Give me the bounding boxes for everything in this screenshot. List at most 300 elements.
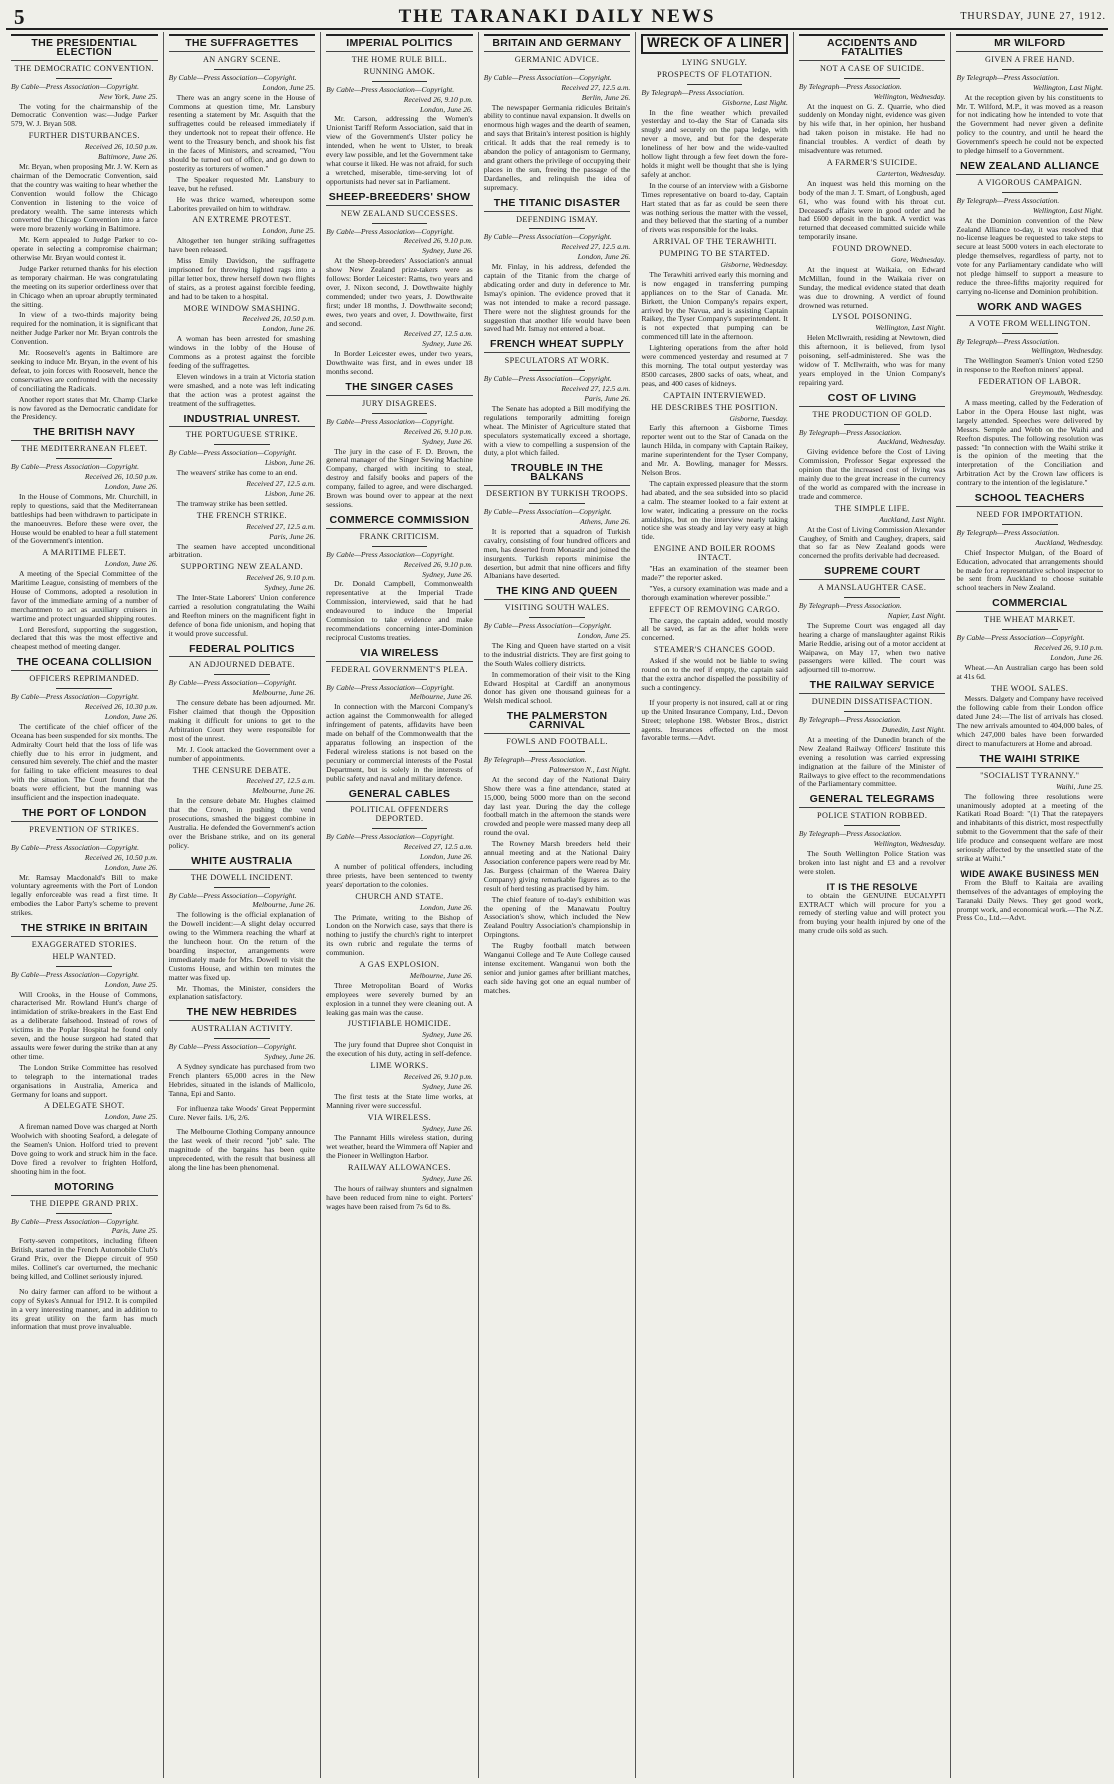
byline: By Cable—Press Association—Copyright. bbox=[168, 72, 297, 82]
dateline: Wellington, Wednesday. bbox=[1031, 346, 1104, 356]
dateline: Gisborne, Tuesday. bbox=[729, 413, 788, 423]
section-heading: MR WILFORD bbox=[956, 34, 1103, 52]
section-rule bbox=[56, 1213, 112, 1214]
dateline: Lisbon, June 26. bbox=[264, 458, 316, 468]
article-paragraph: The Supreme Court was engaged all day hearing a charge of manslaughter against Rikis Marie Reddie, arising out of a motor accident at Waipawa, on May 17, when two native passengers were killed. The court was adjourned till to-morrow. bbox=[798, 620, 946, 675]
advertisement bbox=[956, 870, 1103, 923]
article-paragraph: Eleven windows in a train at Victoria station were smashed, and a note was left indicating that the action was a protest against the treatment of the suffragettes. bbox=[168, 371, 316, 408]
article-paragraph: Wheat.—An Australian cargo has been sold at 41s 6d. bbox=[956, 662, 1104, 681]
article-paragraph: A fireman named Dove was charged at North Woolwich with shooting Seaford, a delegate of the Seamen's Union. Holford tried to prevent Dove going to work and struck him in the face. Dove fired a revolver to frighten Holford, shooting him in the foot. bbox=[11, 1122, 158, 1176]
subheading: NOT A CASE OF SUICIDE. bbox=[819, 63, 925, 73]
section-rule bbox=[56, 966, 112, 967]
article-paragraph: The voting for the chairmanship of the Democratic Convention was:—Judge Parker 579, W. J. Bryan 508. bbox=[11, 101, 158, 129]
dateline: Waihi, June 25. bbox=[1056, 781, 1104, 791]
subheading: THE HOME RULE BILL. bbox=[351, 54, 448, 64]
section-rule bbox=[1002, 333, 1058, 334]
section-heading: MOTORING bbox=[11, 1183, 158, 1196]
article-paragraph: At the inquest at Waikaia, on Edward McMillan, found in the Waikaia river on Sunday, the medical evidence stated that death was due to drowning. A verdict of found drowned was returned. bbox=[798, 264, 946, 310]
byline: By Cable—Press Association—Copyright. bbox=[11, 81, 140, 91]
article-paragraph: The Primate, writing to the Bishop of London on the Norwich case, says that there is nothing to justify the church's right to interpret its own rubric and regulate the terms of communion. bbox=[326, 912, 473, 958]
byline: By Cable—Press Association—Copyright. bbox=[483, 507, 612, 517]
article-paragraph: The hours of railway shunters and signalmen have been reduced from nine to eight. Porters' wages have been raised from 7s 6d to 8s. bbox=[326, 1183, 473, 1211]
article-paragraph: Mr. Kern appealed to Judge Parker to co-operate in selecting a compromise chairman; otherwise Mr. Bryan would contest it. bbox=[11, 235, 158, 263]
section-heading: INDUSTRIAL UNREST. bbox=[169, 415, 316, 428]
article-paragraph: Mr. Roosevelt's agents in Baltimore are seeking to induce Mr. Bryan, in the event of his defeat, to join forces with Roosevelt, hence the conservatives are confronted with the necessity of conciliating the Radicals. bbox=[11, 348, 158, 393]
article-paragraph: The Rugby football match between Wanganui College and Te Aute College caused intense excitement. Wanganui won both the senior and junior games after brilliant matches, each side having got one an equal number of matches. bbox=[483, 941, 631, 995]
article-paragraph: Mr. Thomas, the Minister, considers the explanation satisfactory. bbox=[168, 983, 316, 1002]
byline: By Cable—Press Association—Copyright. bbox=[168, 448, 297, 458]
article-paragraph: At a meeting of the Dunedin branch of the New Zealand Railway Officers' Institute this evening a resolution was carried expressing indignation at the failure of the Minister of Railways to give effect to the recommendations of the Parliamentary committee. bbox=[798, 734, 946, 789]
section-rule bbox=[56, 78, 112, 79]
byline: By Telegraph—Press Association. bbox=[798, 829, 902, 839]
dateline: Sydney, June 26. bbox=[422, 1030, 473, 1040]
advertisement bbox=[11, 1288, 158, 1333]
advertisement-text: From the Bluff to Kaitaia are availing themselves of the advantages of employing the Taranaki Daily News. They get good work, prompt work, and economical work.—The N.Z. Press Co., Ltd.—Advt. bbox=[956, 877, 1104, 923]
section-heading: THE STRIKE IN BRITAIN bbox=[11, 924, 158, 937]
dateline: Sydney, June 26. bbox=[422, 1174, 473, 1184]
byline: By Telegraph—Press Association. bbox=[798, 601, 902, 611]
subheading: FRANK CRITICISM. bbox=[359, 531, 440, 541]
byline: By Telegraph—Press Association. bbox=[483, 755, 587, 764]
dateline: Auckland, Wednesday. bbox=[877, 437, 946, 447]
dateline: Greymouth, Wednesday. bbox=[1030, 388, 1104, 398]
article-paragraph: There was an angry scene in the House of Commons at question time, Mr. Lansbury resenting a statement by Mr. Asquith that the suffragettes could be released immediately if they undertook not to repeat their offence. He went to the Treasury bench, and shook his fist in the faces of Ministers, and screamed, "You should be turned out of office, and go down to posterity as torturers of women." bbox=[168, 92, 316, 173]
byline: By Telegraph—Press Association. bbox=[956, 195, 1060, 205]
subheading: RAILWAY ALLOWANCES. bbox=[348, 1163, 451, 1173]
article-paragraph: Another report states that Mr. Champ Clarke is now favored as the Democratic candidate for the Presidency. bbox=[11, 394, 158, 422]
section-rule bbox=[844, 825, 900, 826]
section-heading: BRITAIN AND GERMANY bbox=[484, 34, 631, 52]
article-paragraph: At the Cost of Living Commission Alexander Caughey, of Smith and Caughey, drapers, said that so far as New Zealand goods were concerned the profits derivable had decreased. bbox=[798, 524, 946, 561]
page-number: 5 bbox=[14, 5, 25, 29]
dateline: London, June 26. bbox=[104, 862, 158, 872]
dateline: London, June 26. bbox=[104, 711, 158, 721]
dateline: Sydney, June 26. bbox=[422, 569, 473, 579]
section-rule bbox=[844, 597, 900, 598]
dateline: Athens, June 26. bbox=[580, 516, 631, 526]
article-paragraph: The captain expressed pleasure that the storm had abated, and the sea subsided into so placid a calm. The steamer looked to a fair extent at low water, indicating a pressure on the rocks amidships, but on the interview nearly taking notice she was steady and lay very easy at high tide. bbox=[641, 478, 788, 542]
subheading: LIME WORKS. bbox=[370, 1061, 429, 1071]
dateline: Received 26, 9.10 p.m. bbox=[1034, 642, 1104, 652]
subheading: THE DOWELL INCIDENT. bbox=[190, 872, 294, 882]
section-rule bbox=[372, 679, 428, 680]
article-paragraph: Altogether ten hunger striking suffragettes have been released. bbox=[168, 236, 316, 255]
article-paragraph: Chief Inspector Mulgan, of the Board of Education, advocated that arrangements should be made for a representative school inspector to be sent from Auckland to choose suitable school teachers in New Zealand. bbox=[956, 547, 1104, 593]
section-heading: THE PORT OF LONDON bbox=[11, 809, 158, 822]
section-heading: THE PALMERSTON CARNIVAL bbox=[484, 712, 631, 734]
article-paragraph: At the Sheep-breeders' Association's annual show New Zealand prize-takers were as follows: Border Leicester: Rams, two years and over, J. Nixon second, J. Dowthwaite highly commended; under two years, J. Dowthwaite first; under 18 months, J. Dowthwaite second; ewes, two years and over, J. Dowthwaite, first and second. bbox=[326, 256, 473, 328]
article-paragraph: He was thrice warned, whereupon some Laborites prevailed on him to withdraw. bbox=[168, 194, 316, 213]
dateline: London, June 26. bbox=[104, 559, 158, 569]
dateline: Palmerston N., Last Night. bbox=[548, 764, 631, 774]
section-heading: THE SINGER CASES bbox=[326, 383, 473, 396]
subheading: DUNEDIN DISSATISFACTION. bbox=[811, 697, 933, 707]
article-paragraph: The jury found that Dupree shot Conquist in the execution of his duty, acting in self-defence. bbox=[326, 1040, 473, 1059]
advertisement-heading: IT IS THE RESOLVE bbox=[826, 881, 918, 892]
dateline: Received 26, 9.10 p.m. bbox=[246, 573, 316, 583]
section-heading: COST OF LIVING bbox=[799, 394, 946, 407]
section-heading: THE SUFFRAGETTES bbox=[169, 34, 316, 52]
advertisement-text: to obtain the GENUINE EUCALYPTI EXTRACT which will procure for you a remedy of sterling value and will protect you from buying your health injured by one of the many crude oils sold as such. bbox=[798, 890, 946, 936]
subheading: SPECULATORS AT WORK. bbox=[504, 356, 610, 366]
subheading: DEFENDING ISMAY. bbox=[516, 214, 598, 224]
article-paragraph: Lightering operations from the after hold were commenced yesterday and resumed at 7 this morning. The total output yesterday was 8500 carcases, 2800 sacks of oats, wheat, and peas, and 400 cases of kidneys. bbox=[641, 343, 788, 388]
dateline: Received 27, 12.5 a.m. bbox=[561, 384, 631, 394]
dateline: Sydney, June 26. bbox=[422, 1123, 473, 1133]
article-paragraph: In commemoration of their visit to the King Edward Hospital at Cardiff an anonymous donor has given one thousand guineas for a Welsh medical school. bbox=[483, 669, 631, 706]
byline: By Cable—Press Association—Copyright. bbox=[11, 462, 140, 472]
subheading: HE DESCRIBES THE POSITION. bbox=[651, 402, 778, 412]
section-rule bbox=[214, 1038, 270, 1039]
section-rule bbox=[529, 503, 585, 504]
dateline: Received 26, 9.10 p.m. bbox=[403, 1072, 473, 1081]
subheading: AN ADJOURNED DEBATE. bbox=[188, 660, 295, 670]
section-rule bbox=[1002, 69, 1058, 70]
column-5 bbox=[636, 32, 794, 1778]
article-paragraph: Asked if she would not be liable to swing round on to the reef if empty, the captain said that the extra anchor dispelled the possibility of such a contingency. bbox=[641, 656, 788, 692]
section-heading: COMMERCIAL bbox=[956, 599, 1103, 612]
advertisement bbox=[169, 1105, 316, 1123]
subheading: HELP WANTED. bbox=[52, 951, 117, 961]
article-paragraph: The first tests at the State lime works, at Manning river were successful. bbox=[326, 1091, 473, 1110]
section-heading: WHITE AUSTRALIA bbox=[169, 857, 316, 870]
dateline: London, June 25. bbox=[104, 979, 158, 989]
article-paragraph: A meeting of the Special Committee of the Maritime League, consisting of members of the House of Commons, adopted a resolution in favor of the immediate arming of a number of merchantmen to act as auxiliary cruisers in wartime and protect unguarded shipping routes. bbox=[11, 569, 158, 623]
article-paragraph: Mr. J. Cook attacked the Government over a number of appointments. bbox=[168, 744, 316, 763]
byline: By Cable—Press Association—Copyright. bbox=[326, 832, 455, 842]
column-3 bbox=[321, 32, 479, 1778]
article-paragraph: A woman has been arrested for smashing windows in the lobby of the House of Commons as a protest against the forcible feeding of the suffragettes. bbox=[168, 334, 316, 370]
article-paragraph: The following is the official explanation of the Dowell incident:—A slight delay occurred owing to the Wimmera reaching the wharf at the luncheon hour. On the return of the boarding inspector, arrangements were immediately made for Mrs. Dowell to visit the Customs House, and within ten minutes the matter was fixed up. bbox=[168, 910, 316, 982]
dateline: Paris, June 26. bbox=[269, 531, 316, 541]
dateline: Received 26, 10.50 p.m. bbox=[84, 142, 158, 152]
article-paragraph: Dr. Donald Campbell, Commonwealth representative at the Imperial Trade Commission, interviewed, said that he had endeavoured to induce the Imperial Commission to take evidence and make recommendations concerning inter-Dominion reciprocal Customs treaties. bbox=[326, 579, 473, 642]
dateline: Gore, Wednesday. bbox=[890, 255, 946, 265]
masthead bbox=[6, 4, 1108, 30]
article-paragraph: A number of political offenders, including three priests, have been sentenced to twenty years' deportation to the colonies. bbox=[326, 861, 473, 889]
dateline: Received 26, 9.10 p.m. bbox=[403, 94, 473, 104]
dateline: Received 26, 10.50 p.m. bbox=[84, 472, 158, 482]
subheading: NEW ZEALAND SUCCESSES. bbox=[340, 208, 459, 218]
dateline: Paris, June 26. bbox=[584, 394, 631, 403]
section-rule bbox=[529, 751, 585, 752]
article-paragraph: The censure debate has been adjourned. Mr. Fisher claimed that though the Opposition making it difficult for unions to get to the Arbitration Court they were responsible for most of the unrest. bbox=[168, 698, 316, 743]
subheading: THE MEDITERRANEAN FLEET. bbox=[21, 444, 148, 454]
dateline: Received 27, 12.5 a.m. bbox=[246, 521, 316, 531]
byline: By Cable—Press Association—Copyright. bbox=[956, 633, 1085, 643]
section-heading: THE TITANIC DISASTER bbox=[484, 199, 631, 212]
article-paragraph: The newspaper Germania ridicules Britain's ability to continue naval expansion. It dwells on enormous high wages and the dearth of seamen, and says that Britain's interest position is highly critical. It adds that the real remedy is to abandon the policy of antagonism to Germany, and grant others the privilege of occupying their places in the sun, freeing the passage of the Dardanelles, and relinquish the idea of supremacy. bbox=[483, 102, 631, 192]
advertisement-text: For influenza take Woods' Great Peppermint Cure. Never fails. 1/6, 2/6. bbox=[168, 1103, 316, 1122]
section-rule bbox=[529, 617, 585, 618]
byline: By Cable—Press Association—Copyright. bbox=[326, 226, 455, 236]
article-paragraph: The King and Queen have started on a visit to the industrial districts. They are first going to the South Wales colliery districts. bbox=[483, 640, 631, 668]
section-rule bbox=[529, 370, 585, 371]
section-rule bbox=[844, 711, 900, 712]
section-rule bbox=[1002, 524, 1058, 525]
dateline: Paris, June 25. bbox=[111, 1226, 158, 1236]
dateline: Gisborne, Wednesday. bbox=[720, 260, 788, 270]
section-heading: WRECK OF A LINER bbox=[641, 34, 788, 54]
advertisement-text: No dairy farmer can afford to be without a copy of Sykes's Annual for 1912. It is compiled in a very interesting manner, and in addition to its great utility on the farm has much information that must prove invaluable. bbox=[11, 1286, 158, 1332]
subheading: PUMPING TO BE STARTED. bbox=[659, 249, 770, 259]
byline: By Cable—Press Association—Copyright. bbox=[326, 682, 455, 692]
subheading: EXAGGERATED STORIES. bbox=[31, 939, 137, 949]
dateline: Melbourne, June 26. bbox=[252, 786, 316, 796]
article-paragraph: The cargo, the captain added, would mostly all be saved, as far as the after holds were concerned. bbox=[641, 615, 788, 643]
article-paragraph: The seamen have accepted unconditional arbitration. bbox=[168, 541, 316, 560]
dateline: London, June 26. bbox=[104, 481, 158, 491]
section-heading: GENERAL TELEGRAMS bbox=[799, 795, 946, 808]
dateline: Received 27, 12.5 a.m. bbox=[403, 842, 473, 852]
byline: By Telegraph—Press Association. bbox=[798, 81, 902, 91]
section-rule bbox=[844, 78, 900, 79]
section-heading: IMPERIAL POLITICS bbox=[326, 34, 473, 52]
article-paragraph: The jury in the case of F. D. Brown, the general manager of the Singer Sewing Machine Company, charged with inciting to steal, destroy and falsify books and papers of the company, failed to agree, and were discharged. Brown was bound over to appear at the next sessions. bbox=[326, 446, 473, 509]
section-heading: VIA WIRELESS bbox=[326, 649, 473, 662]
issue-date: THURSDAY, JUNE 27, 1912. bbox=[960, 11, 1106, 22]
dateline: Wellington, Last Night. bbox=[875, 323, 946, 333]
dateline: Sydney, June 26. bbox=[422, 339, 473, 349]
subheading: JUSTIFIABLE HOMICIDE. bbox=[347, 1019, 452, 1029]
subheading: EFFECT OF REMOVING CARGO. bbox=[649, 604, 781, 614]
subheading: GIVEN A FREE HAND. bbox=[984, 54, 1075, 64]
dateline: Sydney, June 26. bbox=[422, 1081, 473, 1091]
dateline: London, June 26. bbox=[262, 324, 316, 334]
article-paragraph: An inquest was held this morning on the body of the man J. T. Smart, of Longbush, aged 61, who was found with his throat cut. Deceased's affairs were in good order and he had £600 deposit in the bank. A verdict was returned that deceased committed suicide while temporarily insane. bbox=[798, 178, 946, 242]
dateline: Auckland, Last Night. bbox=[879, 514, 946, 524]
dateline: London, June 25. bbox=[262, 82, 316, 92]
dateline: London, June 26. bbox=[577, 252, 631, 262]
dateline: Melbourne, June 26. bbox=[252, 688, 316, 698]
column-1 bbox=[6, 32, 164, 1778]
section-heading: NEW ZEALAND ALLIANCE bbox=[956, 162, 1103, 175]
section-rule bbox=[1002, 192, 1058, 193]
subheading: NEED FOR IMPORTATION. bbox=[976, 509, 1084, 519]
subheading: "SOCIALIST TYRANNY." bbox=[980, 770, 1080, 780]
article-paragraph: At the reception given by his constituents to Mr. T. Wilford, M.P., it was moved as a reason for not indicating how he intended to vote that the Government had never given a definite policy to the country, and until he heard the Government's speech he could not be expected to pledge himself to a Government. bbox=[956, 92, 1104, 156]
dateline: London, June 25. bbox=[262, 226, 316, 236]
dateline: London, June 26. bbox=[1050, 652, 1104, 662]
byline: By Telegraph—Press Association. bbox=[956, 336, 1060, 346]
byline: By Telegraph—Press Association. bbox=[798, 427, 902, 437]
subheading: A VOTE FROM WELLINGTON. bbox=[968, 318, 1091, 328]
section-heading: SHEEP-BREEDERS' SHOW bbox=[326, 193, 473, 206]
subheading: CAPTAIN INTERVIEWED. bbox=[663, 390, 766, 400]
byline: By Cable—Press Association—Copyright. bbox=[11, 842, 140, 852]
section-rule bbox=[529, 228, 585, 229]
article-paragraph: "Has an examination of the steamer been made?" the reporter asked. bbox=[641, 564, 788, 582]
article-paragraph: "Yes, a cursory examination was made and a thorough examination wherever possible." bbox=[641, 583, 788, 602]
advertisement-text: If your property is not insured, call at or ring up the United Insurance Company, Ltd., Devon Street; telephone 198. Webster Bros., district agents. Insurances effected on the most favorable terms.—Advt. bbox=[641, 697, 788, 743]
subheading: THE DIEPPE GRAND PRIX. bbox=[30, 1198, 139, 1208]
article-paragraph: Mr. Bryan, when proposing Mr. J. W. Kern as chairman of the Democratic Convention, said that the country was waiting to hear whether the Convention would follow the Chicago Convention in listening to the voice of predatory wealth. The same interests which converted the Chicago Convention into a farce were more brazenly working in Baltimore. bbox=[11, 161, 158, 234]
section-rule bbox=[56, 458, 112, 459]
article-paragraph: Judge Parker returned thanks for his election as temporary chairman. He was congratulating the meeting on its superior orderliness over that in Chicago when an uproar abruptly terminated the sitting. bbox=[11, 263, 158, 309]
subheading: VISITING SOUTH WALES. bbox=[504, 603, 610, 613]
byline: By Cable—Press Association—Copyright. bbox=[326, 416, 455, 426]
section-heading: THE RAILWAY SERVICE bbox=[799, 681, 946, 694]
article-paragraph: Mr. Finlay, in his address, defended the captain of the Titanic from the charge of abdicating order and duty in deference to Mr. Ismay's opinion. The evidence proved that it was not intended to make a record passage. There were not the slightest grounds for the suggestion that another life would have been saved had Mr. Ismay not entered a boat. bbox=[483, 262, 631, 334]
dateline: London, June 26. bbox=[420, 902, 473, 912]
dateline: Berlin, June 26. bbox=[581, 92, 631, 102]
section-heading: SCHOOL TEACHERS bbox=[956, 494, 1103, 507]
article-paragraph: The weavers' strike has come to an end. bbox=[176, 468, 298, 478]
section-heading: THE OCEANA COLLISION bbox=[11, 658, 158, 671]
section-heading: THE KING AND QUEEN bbox=[484, 587, 631, 600]
article-paragraph: Miss Emily Davidson, the suffragette imprisoned for throwing lighted rags into a pillar letter box, threw herself down two flights of stairs, as a protest against forcible feeding, and had to be taken to a hospital. bbox=[168, 256, 316, 301]
column-6 bbox=[794, 32, 952, 1778]
dateline: Sydney, June 26. bbox=[422, 436, 473, 446]
dateline: Melbourne, June 26. bbox=[252, 900, 316, 910]
dateline: Auckland, Wednesday. bbox=[1035, 537, 1104, 547]
subheading: AN ANGRY SCENE. bbox=[202, 54, 281, 64]
subheading: A DELEGATE SHOT. bbox=[43, 1101, 125, 1111]
subheading: VIA WIRELESS. bbox=[367, 1112, 432, 1122]
column-7 bbox=[951, 32, 1108, 1778]
subheading: POLITICAL OFFENDERS DEPORTED. bbox=[350, 805, 449, 824]
section-heading: WORK AND WAGES bbox=[956, 303, 1103, 316]
article-paragraph: At the Dominion convention of the New Zealand Alliance to-day, it was resolved that no-license leagues be requested to take steps to secure at least 5000 voters in each electorate to pledge themselves, regardless of party, not to vote for any Parliamentary candidate who will not pledge himself to support a measure to reduce the three-fifths majority required for carrying no-license and Dominion prohibition. bbox=[956, 215, 1104, 296]
column-4 bbox=[479, 32, 637, 1778]
advertisement bbox=[641, 699, 788, 744]
article-paragraph: Early this afternoon a Gisborne Times reporter went out to the Star of Canada on the launch Hilda, in company with Captain Raikey, marine superintendent for the Tyser Company, and Mr. A. Bowling, manager for Messrs. Nelson Bros. bbox=[641, 423, 788, 477]
subheading: MORE WINDOW SMASHING. bbox=[183, 303, 301, 313]
article-paragraph: In the House of Commons, Mr. Churchill, in reply to questions, said that the Mediterranean battleships had been withdrawn to participate in the manoeuvres. Before these were over, the House would be enabled to hear a full statement of the Government's intention. bbox=[11, 491, 158, 546]
dateline: Received 27, 12.5 a.m. bbox=[561, 242, 631, 252]
advertisement-text: The Melbourne Clothing Company announce the last week of their record "job" sale. The magnitude of the bargains has been quite unprecedented, with the result that business all along the line has been phenomenal. bbox=[168, 1127, 316, 1173]
dateline: Gisborne, Last Night. bbox=[722, 97, 788, 107]
section-heading: COMMERCE COMMISSION bbox=[326, 516, 473, 529]
section-heading: THE BRITISH NAVY bbox=[11, 428, 158, 441]
subheading: OFFICERS REPRIMANDED. bbox=[29, 674, 140, 684]
article-paragraph: The Wellington Seamen's Union voted £250 in response to the Reefton miners' appeal. bbox=[956, 356, 1104, 375]
subheading: THE SIMPLE LIFE. bbox=[834, 503, 910, 513]
section-rule bbox=[56, 839, 112, 840]
byline: By Cable—Press Association—Copyright. bbox=[326, 549, 455, 559]
subheading: FEDERAL GOVERNMENT'S PLEA. bbox=[331, 664, 468, 674]
section-rule bbox=[214, 887, 270, 888]
article-paragraph: A mass meeting, called by the Federation of Labor in the Opera House last night, was largely attended. Speeches were delivered by Messrs. Semple and Webb on the Waihi and Reefton disputes. The following resolution was passed: "In connection with the Waihi strike it is the opinion of the meeting that the interpretation of the Conciliation and Arbitration Act by the Crown law officers is contrary to the intention of the legislature." bbox=[956, 398, 1104, 488]
subheading: STEAMER'S CHANCES GOOD. bbox=[653, 645, 776, 655]
dateline: Received 26, 9.10 p.m. bbox=[403, 236, 473, 246]
article-paragraph: The certificate of the chief officer of the Oceana has been suspended for six months. The Admiralty Court held that the loss of life was chiefly due to his error in judgment, and censured him severely. The chief and the master for failing to take efficient measures to deal with the situation. The Court found that the boats were efficient, but the manning was insufficient and the inspection inadequate. bbox=[11, 721, 158, 803]
section-heading: TROUBLE IN THE BALKANS bbox=[484, 464, 631, 486]
section-heading: SUPREME COURT bbox=[799, 567, 946, 580]
article-paragraph: In the fine weather which prevailed yesterday and to-day the Star of Canada sits snugly and securely on the papa ledge, with never a move, and but for the desperate loneliness of her bow and the wide-vaulted hollow light through a few feet down the fore-holds it might well be thought that she is lying safely at anchor. bbox=[641, 107, 788, 179]
subheading: DESERTION BY TURKISH TROOPS. bbox=[486, 489, 629, 499]
article-paragraph: The Terawhiti arrived early this morning and is now engaged in transferring pumping appliances on to the Star of Canada. Mr. Birkett, the Union Company's repairs expert, arrived by the Navua, and is assisting Captain Raikey, the Tyser Company's superintendent. It is not expected that pumping can be commenced till late in the afternoon. bbox=[641, 269, 788, 342]
subheading: THE WHEAT MARKET. bbox=[984, 615, 1076, 625]
byline: By Cable—Press Association—Copyright. bbox=[168, 890, 297, 900]
subheading: A MANSLAUGHTER CASE. bbox=[818, 583, 927, 593]
byline: By Cable—Press Association—Copyright. bbox=[168, 678, 297, 688]
subheading: A FARMER'S SUICIDE. bbox=[826, 157, 918, 167]
article-paragraph: A Sydney syndicate has purchased from two French planters 65,000 acres in the New Hebrides, situated in the islands of Mallicolo, Tanna, Epi and Santo. bbox=[168, 1062, 316, 1098]
section-rule bbox=[372, 546, 428, 547]
subheading: A MARITIME FLEET. bbox=[42, 548, 127, 558]
dateline: Dunedin, Last Night. bbox=[881, 725, 946, 734]
subheading: PREVENTION OF STRIKES. bbox=[29, 824, 140, 834]
article-paragraph: In the course of an interview with a Gisborne Times representative on board to-day, Captain Hart stated that as far as could be seen there was nothing serious the matter with the vessel, and they believed that the starting of a number of rivets was responsible for the leaks. bbox=[641, 180, 788, 235]
dateline: London, June 25. bbox=[577, 631, 631, 641]
byline: By Telegraph—Press Association. bbox=[798, 715, 902, 725]
dateline: Sydney, June 26. bbox=[422, 246, 473, 256]
byline: By Telegraph—Press Association. bbox=[641, 87, 745, 97]
section-rule bbox=[214, 69, 270, 70]
article-paragraph: Messrs. Dalgety and Company have received the following cable from their London office dated June 24:—The list of arrivals has closed. The new arrivals amounted to 404,000 bales, of which 247,000 bales have been forwarded direct to manufacturers at Home and abroad. bbox=[956, 694, 1104, 748]
advertisement bbox=[169, 1128, 316, 1173]
byline: By Cable—Press Association—Copyright. bbox=[168, 1042, 297, 1052]
subheading: A GAS EXPLOSION. bbox=[359, 960, 440, 970]
dateline: Carterton, Wednesday. bbox=[876, 168, 946, 178]
dateline: Received 27, 12.5 a.m. bbox=[246, 776, 316, 786]
dateline: Received 27, 12.5 a.m. bbox=[561, 82, 631, 92]
subheading: AN EXTREME PROTEST. bbox=[192, 215, 292, 225]
section-rule bbox=[56, 688, 112, 689]
subheading: A VIGOROUS CAMPAIGN. bbox=[977, 177, 1083, 187]
article-paragraph: The Rowney Marsh breeders held their annual meeting and at the National Dairy Association conference papers were read by Mr. Jas. Burgess (chairman of the Waerea Dairy Company) giving remarkable figures as to the result of herd testing as practised by him. bbox=[483, 839, 631, 893]
article-paragraph: The tramway strike has been settled. bbox=[176, 498, 288, 508]
subheading: THE PORTUGUESE STRIKE. bbox=[185, 430, 298, 440]
section-heading: GENERAL CABLES bbox=[326, 790, 473, 803]
subheading: THE PRODUCTION OF GOLD. bbox=[812, 409, 932, 419]
article-paragraph: The Pannamt Hills wireless station, during wet weather, heard the Wimmera off Napier and the Pioneer in Wellington Harbor. bbox=[326, 1133, 473, 1161]
dateline: Received 26, 9.10 p.m. bbox=[403, 426, 473, 436]
dateline: Sydney, June 26. bbox=[264, 583, 316, 593]
subheading: FOWLS AND FOOTBALL. bbox=[506, 737, 608, 747]
dateline: Received 26, 9.10 p.m. bbox=[403, 559, 473, 569]
article-paragraph: At the second day of the National Dairy Show there was a fine attendance, stated at 15,000, being 5000 more than on the second day last year. During the day the college football match in the afternoon the stands were crowded and people were massed many deep all round the oval. bbox=[483, 774, 631, 838]
byline: By Cable—Press Association—Copyright. bbox=[483, 374, 612, 384]
subheading: RUNNING AMOK. bbox=[363, 66, 436, 76]
dateline: London, June 25. bbox=[104, 1112, 158, 1122]
subheading: THE WOOL SALES. bbox=[991, 683, 1069, 693]
article-paragraph: In connection with the Marconi Company's action against the Commonwealth for alleged infringement of patents, affidavits have been made on behalf of the Commonwealth that the apparatus following an inspection of the Federal wireless stations is not based on the pecuniary or commercial interests of the Postal Department, but is solely in the interests of public safety and naval and military defence. bbox=[326, 702, 473, 783]
article-paragraph: In Border Leicester ewes, under two years, Dowthwaite was first, and in ewes under 18 months second. bbox=[326, 349, 473, 377]
article-paragraph: Helen McIlwraith, residing at Newtown, died this afternoon, it is believed, from lysol poisoning, self-administered. She was the widow of T. McIlwraith, who was for many years employed in the Union Company's repairing yard. bbox=[798, 333, 946, 387]
section-rule bbox=[214, 444, 270, 445]
dateline: Received 27, 12.5 a.m. bbox=[246, 479, 316, 489]
dateline: Baltimore, June 26. bbox=[97, 152, 158, 162]
byline: By Cable—Press Association—Copyright. bbox=[483, 621, 612, 631]
subheading: CHURCH AND STATE. bbox=[355, 891, 444, 901]
subheading: JURY DISAGREES. bbox=[362, 398, 437, 408]
dateline: Received 27, 12.5 a.m. bbox=[403, 329, 473, 339]
article-paragraph: The London Strike Committee has resolved to telegraph to the international trades organisations in Australia, America and Germany for loans and support. bbox=[11, 1062, 158, 1099]
column-2 bbox=[164, 32, 322, 1778]
newspaper-columns bbox=[6, 32, 1108, 1778]
section-rule bbox=[372, 828, 428, 829]
section-heading: FEDERAL POLITICS bbox=[169, 645, 316, 658]
article-paragraph: Lord Beresford, supporting the suggestion, declared that this was the most effective and cheapest method of meeting danger. bbox=[11, 624, 158, 652]
article-paragraph: Will Crooks, in the House of Commons, characterised Mr. Rowland Hunt's charge of intimidation of strike-breakers in the East End as a deliberate falsehood. Instead of rows of victims in the Poplar Hospital he found only seven, and the house surgeon had stated that assaults were fewer during the strike than at any other time. bbox=[11, 989, 158, 1061]
section-heading: THE WAIHI STRIKE bbox=[956, 755, 1103, 768]
subheading: ENGINE AND BOILER ROOMS INTACT. bbox=[653, 544, 776, 563]
byline: By Cable—Press Association—Copyright. bbox=[326, 84, 455, 94]
dateline: Sydney, June 26. bbox=[264, 1052, 316, 1062]
subheading: PROSPECTS OF FLOTATION. bbox=[656, 69, 773, 79]
dateline: Melbourne, June 26. bbox=[409, 692, 473, 702]
article-paragraph: Forty-seven competitors, including fifteen British, started in the French Automobile Club's Grand Prix, over the Dieppe circuit of 950 miles. Collinet's car overturned, the mechanic being killed, and Collinet seriously injured. bbox=[11, 1236, 158, 1281]
dateline: Received 26, 10.50 p.m. bbox=[84, 852, 158, 862]
article-paragraph: The following three resolutions were unanimously adopted at a meeting of the Katikati Road Board: "(1) That the ratepayers and inhabitants of this district, most respectfully submit to the Government that the safe of their life produce and consequent welfare are most seriously affected by the unsettled state of the strike at Waihi." bbox=[956, 791, 1104, 863]
article-paragraph: Mr. Ramsay Macdonald's Bill to make voluntary agreements with the Port of London legally enforceable was read a first time. It embodies the Labor Party's scheme to prevent strikes. bbox=[11, 872, 158, 918]
article-paragraph: The South Wellington Police Station was broken into last night and £3 and a revolver were stolen. bbox=[798, 848, 946, 876]
dateline: London, June 26. bbox=[420, 104, 473, 114]
section-heading: FRENCH WHEAT SUPPLY bbox=[484, 340, 631, 353]
article-paragraph: In view of a two-thirds majority being required for the nomination, it is significant that neither Judge Parker nor Mr. Bryan controls the Convention. bbox=[11, 310, 158, 347]
